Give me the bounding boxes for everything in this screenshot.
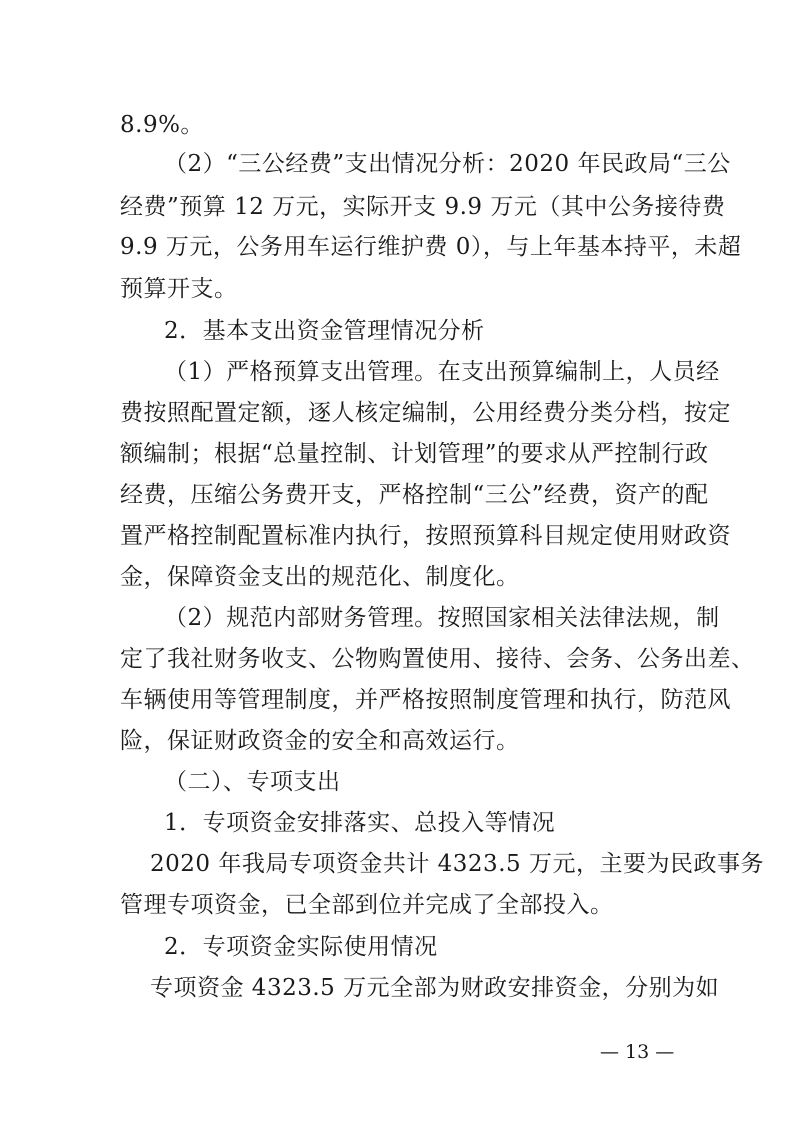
- subheading-special-funds-arrangement: 1．专项资金安排落实、总投入等情况: [164, 810, 556, 836]
- text-line-7: （1）严格预算支出管理。在支出预算编制上，人员经: [164, 359, 720, 385]
- text-line-10: 经费，压缩公务费开支，严格控制“三公”经费，资产的配: [120, 482, 709, 508]
- text-line-12: 金，保障资金支出的规范化、制度化。: [120, 564, 520, 590]
- text-line-1: 8.9%。: [120, 112, 204, 138]
- text-line-9: 额编制；根据“总量控制、计划管理”的要求从严控制行政: [120, 441, 709, 467]
- text-line-22: 专项资金 4323.5 万元全部为财政安排资金，分别为如: [150, 975, 720, 1001]
- text-line-14: 定了我社财务收支、公物购置使用、接待、会务、公务出差、: [120, 646, 755, 672]
- text-line-19: 2020 年我局专项资金共计 4323.5 万元，主要为民政事务: [150, 851, 764, 877]
- text-line-5: 预算开支。: [120, 276, 238, 302]
- section-heading-special-expenditure: （二）、专项支出: [164, 769, 341, 795]
- text-line-20: 管理专项资金，已全部到位并完成了全部投入。: [120, 892, 614, 918]
- text-line-8: 费按照配置定额，逐人核定编制，公用经费分类分档，按定: [120, 400, 731, 426]
- subheading-special-funds-usage: 2．专项资金实际使用情况: [164, 934, 438, 960]
- text-line-4: 9.9 万元，公务用车运行维护费 0），与上年基本持平，未超: [120, 234, 742, 260]
- page-number: — 13 —: [600, 1041, 675, 1063]
- text-line-11: 置严格控制配置标准内执行，按照预算科目规定使用财政资: [120, 523, 731, 549]
- text-line-15: 车辆使用等管理制度，并严格按照制度管理和执行，防范风: [120, 687, 731, 713]
- section-heading-basic-expenditure: 2．基本支出资金管理情况分析: [164, 318, 485, 344]
- text-line-13: （2）规范内部财务管理。按照国家相关法律法规，制: [164, 605, 720, 631]
- text-line-3: 经费”预算 12 万元，实际开支 9.9 万元（其中公务接待费: [120, 194, 726, 220]
- text-line-16: 险，保证财政资金的安全和高效运行。: [120, 728, 520, 754]
- text-line-2: （2）“三公经费”支出情况分析：2020 年民政局“三公: [164, 151, 731, 177]
